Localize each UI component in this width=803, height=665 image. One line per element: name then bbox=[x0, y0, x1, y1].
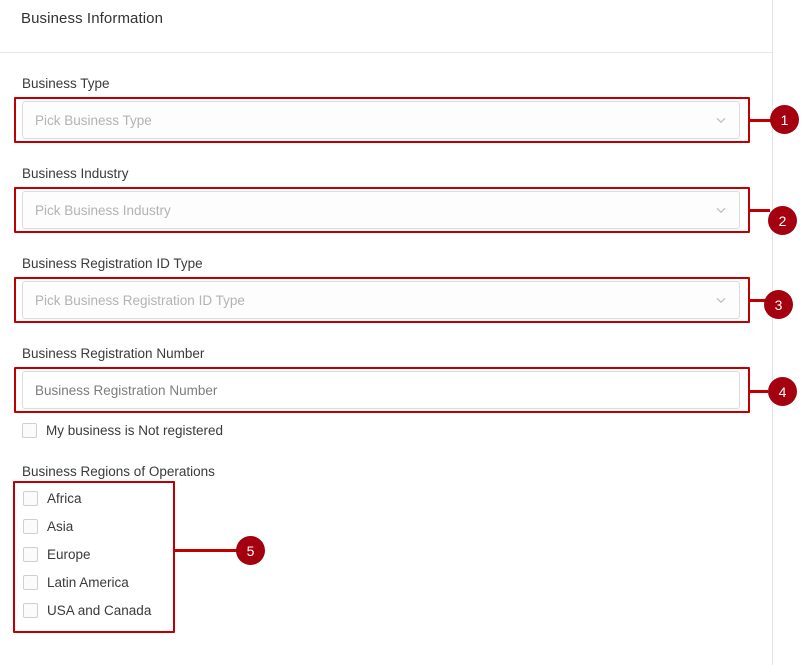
business-industry-placeholder: Pick Business Industry bbox=[35, 202, 171, 218]
region-checkbox-africa[interactable] bbox=[23, 491, 38, 506]
business-industry-select[interactable] bbox=[22, 191, 740, 229]
region-checkbox-usa-and-canada[interactable] bbox=[23, 603, 38, 618]
annotation-badge-3: 3 bbox=[764, 290, 793, 319]
business-registration-id-type-select[interactable] bbox=[22, 281, 740, 319]
not-registered-label: My business is Not registered bbox=[46, 423, 224, 438]
annotation-leader-1 bbox=[750, 119, 772, 122]
business-type-label: Business Type bbox=[22, 76, 110, 91]
business-registration-number-placeholder: Business Registration Number bbox=[35, 382, 218, 398]
annotation-badge-1: 1 bbox=[770, 105, 799, 134]
region-checkbox-europe[interactable] bbox=[23, 547, 38, 562]
region-checkbox-row-latin-america[interactable] bbox=[23, 575, 129, 590]
annotation-leader-2 bbox=[750, 209, 770, 212]
chevron-down-icon bbox=[715, 294, 727, 306]
business-industry-label: Business Industry bbox=[22, 166, 129, 181]
annotation-leader-4 bbox=[750, 390, 768, 393]
business-registration-id-type-placeholder: Pick Business Registration ID Type bbox=[35, 292, 245, 308]
region-checkbox-row-asia[interactable] bbox=[23, 519, 73, 534]
business-type-placeholder: Pick Business Type bbox=[35, 112, 152, 128]
region-label-asia: Asia bbox=[47, 519, 74, 534]
panel-outer-margin bbox=[773, 0, 803, 665]
chevron-down-icon bbox=[715, 114, 727, 126]
annotation-badge-4: 4 bbox=[768, 377, 797, 406]
title-divider bbox=[0, 52, 772, 53]
region-label-europe: Europe bbox=[47, 547, 91, 562]
annotation-badge-5: 5 bbox=[236, 536, 265, 565]
region-label-usa-and-canada: USA and Canada bbox=[47, 603, 152, 618]
chevron-down-icon bbox=[715, 204, 727, 216]
region-label-latin-america: Latin America bbox=[47, 575, 129, 590]
page-title: Business Information bbox=[21, 10, 164, 27]
region-checkbox-latin-america[interactable] bbox=[23, 575, 38, 590]
business-registration-id-type-label: Business Registration ID Type bbox=[22, 256, 203, 271]
not-registered-checkbox[interactable] bbox=[22, 423, 37, 438]
region-checkbox-row-europe[interactable] bbox=[23, 547, 91, 562]
not-registered-checkbox-row[interactable] bbox=[22, 423, 223, 438]
annotation-badge-2: 2 bbox=[768, 206, 797, 235]
region-label-africa: Africa bbox=[47, 491, 82, 506]
annotation-leader-5 bbox=[175, 549, 237, 552]
region-checkbox-row-usa-and-canada[interactable] bbox=[23, 603, 151, 618]
region-checkbox-row-africa[interactable] bbox=[23, 491, 82, 506]
business-registration-number-label: Business Registration Number bbox=[22, 346, 205, 361]
business-registration-number-input[interactable] bbox=[22, 371, 740, 409]
region-checkbox-asia[interactable] bbox=[23, 519, 38, 534]
business-regions-label: Business Regions of Operations bbox=[22, 464, 215, 479]
business-type-select[interactable] bbox=[22, 101, 740, 139]
